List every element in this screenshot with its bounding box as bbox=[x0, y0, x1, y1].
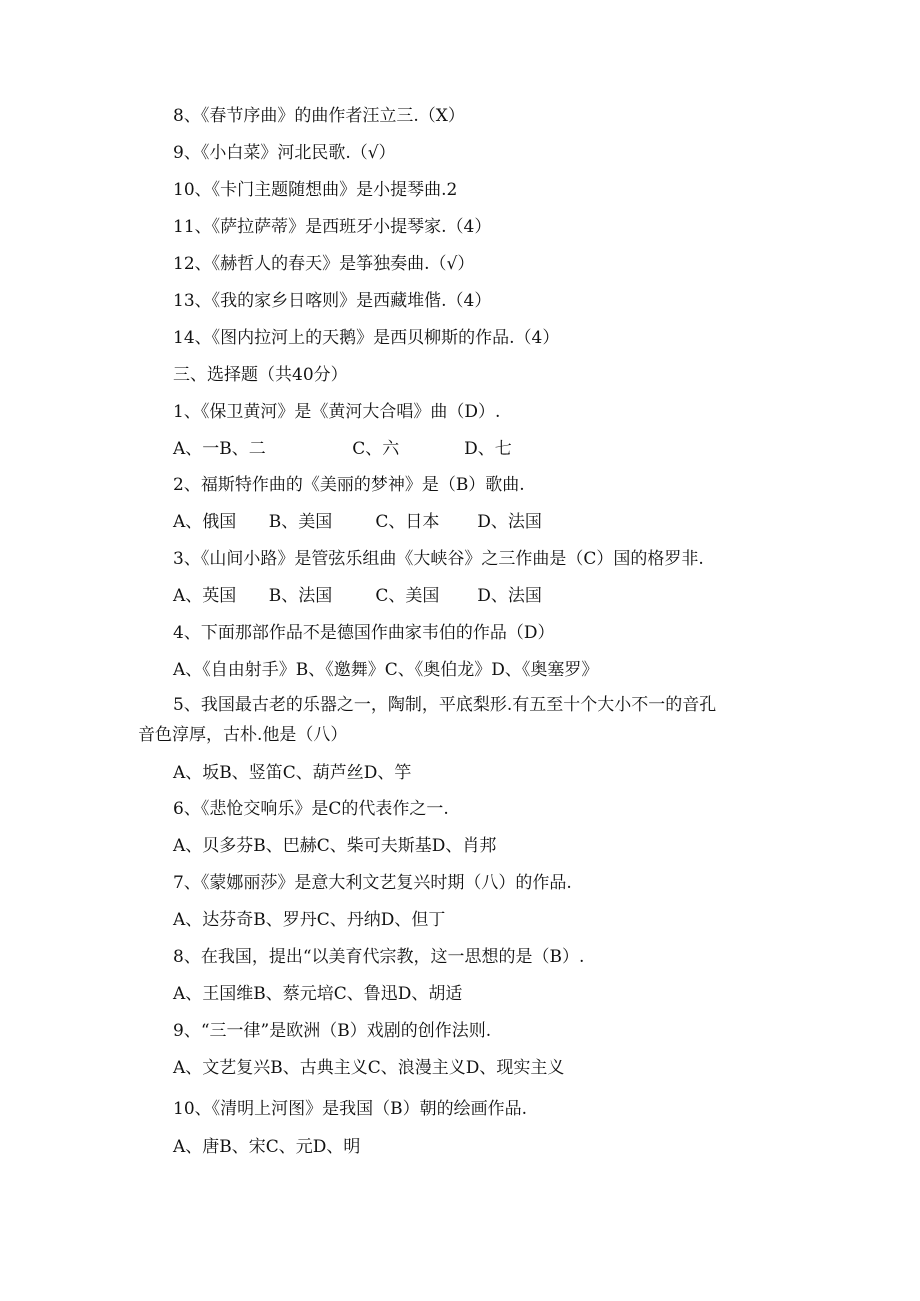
section-title: 三、选择题（共40分） bbox=[173, 365, 348, 385]
options-2: A、俄国 B、美国 C、日本 D、法国 bbox=[173, 512, 542, 532]
question-5-continued: 音色淳厚，古朴.他是（八） bbox=[138, 725, 348, 745]
question-5: 5、我国最古老的乐器之一，陶制，平底梨形.有五至十个大小不一的音孔 bbox=[173, 695, 717, 715]
options-3: A、英国 B、法国 C、美国 D、法国 bbox=[173, 586, 542, 606]
question-8: 8、在我国，提出“以美育代宗教，这一思想的是（B）. bbox=[173, 947, 585, 967]
tf-item-14: 14、《图内拉河上的天鹅》是西贝柳斯的作品.（4） bbox=[173, 328, 560, 348]
tf-item-13: 13、《我的家乡日喀则》是西藏堆偕.（4） bbox=[173, 291, 492, 311]
question-4: 4、下面那部作品不是德国作曲家韦伯的作品（D） bbox=[173, 623, 555, 643]
options-7: A、达芬奇B、罗丹C、丹纳D、但丁 bbox=[173, 910, 446, 930]
question-2: 2、福斯特作曲的《美丽的梦神》是（B）歌曲. bbox=[173, 475, 525, 495]
question-10: 10、《清明上河图》是我国（B）朝的绘画作品. bbox=[173, 1099, 528, 1119]
question-3: 3、《山间小路》是管弦乐组曲《大峡谷》之三作曲是（C）国的格罗非. bbox=[173, 549, 704, 569]
options-6: A、贝多芬B、巴赫C、柴可夫斯基D、肖邦 bbox=[173, 836, 497, 856]
options-1: A、一B、二 C、六 D、七 bbox=[173, 439, 512, 459]
question-6: 6、《悲怆交响乐》是C的代表作之一. bbox=[173, 799, 449, 819]
options-5: A、坂B、竖笛C、葫芦丝D、竽 bbox=[173, 763, 412, 783]
options-8: A、王国维B、蔡元培C、鲁迅D、胡适 bbox=[173, 984, 463, 1004]
tf-item-8: 8、《春节序曲》的曲作者汪立三.（X） bbox=[173, 106, 465, 126]
tf-item-11: 11、《萨拉萨蒂》是西班牙小提琴家.（4） bbox=[173, 217, 492, 237]
options-10: A、唐B、宋C、元D、明 bbox=[173, 1137, 361, 1157]
question-9: 9、“三一律”是欧洲（B）戏剧的创作法则. bbox=[173, 1021, 492, 1041]
tf-item-12: 12、《赫哲人的春天》是筝独奏曲.（√） bbox=[173, 254, 475, 274]
question-1: 1、《保卫黄河》是《黄河大合唱》曲（D）. bbox=[173, 402, 501, 422]
tf-item-10: 10、《卡门主题随想曲》是小提琴曲.2 bbox=[173, 180, 458, 200]
tf-item-9: 9、《小白菜》河北民歌.（√） bbox=[173, 143, 396, 163]
question-7: 7、《蒙娜丽莎》是意大利文艺复兴时期（八）的作品. bbox=[173, 873, 572, 893]
options-9: A、文艺复兴B、古典主义C、浪漫主义D、现实主义 bbox=[173, 1058, 565, 1078]
options-4: A、《自由射手》B、《邀舞》C、《奥伯龙》D、《奥塞罗》 bbox=[173, 660, 599, 680]
